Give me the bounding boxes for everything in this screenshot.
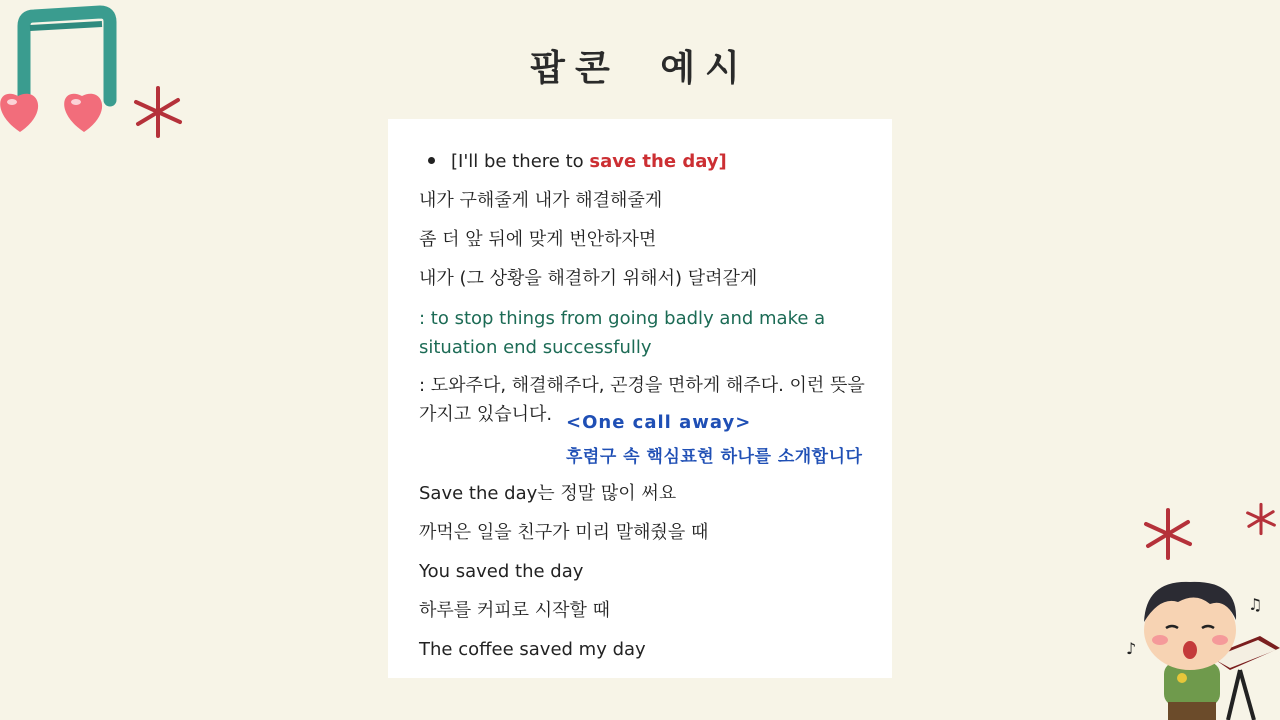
page-title: 팝콘 예시	[530, 48, 750, 89]
bullet-lyric	[428, 147, 727, 176]
example-line-5: The coffee saved my day	[419, 639, 646, 660]
asterisk-icon	[1244, 502, 1278, 536]
svg-text:♪: ♪	[1126, 639, 1137, 658]
example-line-4: 하루를 커피로 시작할 때	[419, 600, 611, 621]
bullet-prefix: [I'll be there to	[451, 151, 590, 172]
definition-ko-line-1: : 도와주다, 해결해주다, 곤경을 면하게 해주다. 이런 뜻을	[419, 375, 865, 396]
asterisk-icon	[130, 84, 186, 140]
translation-line-2: 좀 더 앞 뒤에 맞게 번안하자면	[419, 229, 657, 250]
bullet-highlight: save the day]	[589, 151, 727, 172]
singing-boy-illustration	[1120, 570, 1280, 720]
definition-en-line-2: situation end successfully	[419, 337, 652, 358]
translation-line-3: 내가 (그 상황을 해결하기 위해서) 달려갈게	[419, 268, 758, 289]
callout-description: 후렴구 속 핵심표현 하나를 소개합니다	[566, 447, 863, 467]
example-line-2: 까먹은 일을 친구가 미리 말해줬을 때	[419, 522, 709, 543]
example-line-1: Save the day는 정말 많이 써요	[419, 483, 677, 504]
music-note-heart-icon	[0, 4, 120, 139]
example-line-3: You saved the day	[419, 561, 584, 582]
callout-song-title: <One call away>	[566, 412, 752, 433]
translation-line-1: 내가 구해줄게 내가 해결해줄게	[419, 190, 663, 211]
definition-ko-line-2: 가지고 있습니다.	[419, 404, 553, 425]
content-card	[388, 119, 892, 678]
definition-en-line-1: : to stop things from going badly and make a	[419, 308, 826, 329]
asterisk-icon	[1140, 506, 1196, 562]
bullet-dot	[428, 157, 435, 164]
svg-text:♫: ♫	[1248, 595, 1263, 614]
